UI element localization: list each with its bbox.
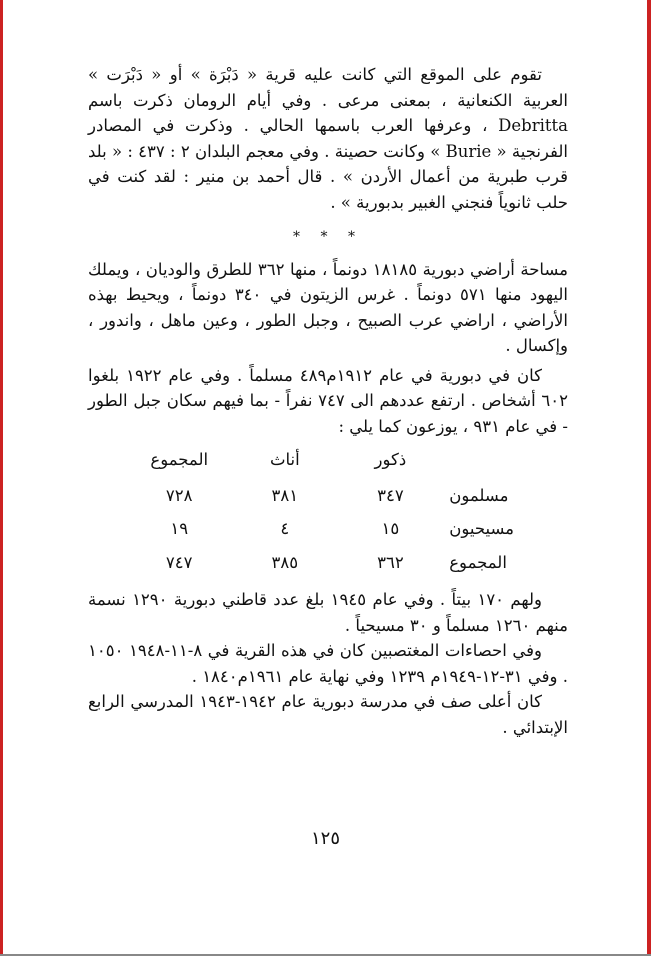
census-intro-paragraph: كان في دبورية في عام ١٩١٢م٤٨٩ مسلماً . وفي عام ١٩٢٢ بلغوا ٦٠٢ أشخاص . ارتفع عددهم الى ٧٤٧ نفراً - بما فيهم سكان جبل الطور - في عام ٩٣١ ، يوزعون كما يلي : [88, 365, 568, 436]
header-blank [443, 443, 568, 479]
table-row [88, 546, 568, 580]
row-label: المجموع [449, 552, 507, 572]
table-header-row [88, 443, 568, 479]
row-label: مسلمون [449, 485, 509, 505]
cell-total: ٧٢٨ [165, 485, 193, 505]
header-females: أناث [269, 450, 300, 469]
cell-females: ٣٨٥ [271, 552, 299, 572]
table-row [88, 512, 568, 546]
header-males: ذكور [374, 450, 407, 469]
cell-total: ١٩ [170, 519, 189, 538]
page-number: ١٢٥ [310, 828, 340, 849]
document-page [88, 62, 568, 740]
intro-section [88, 62, 568, 215]
cell-total: ٧٤٧ [165, 552, 193, 572]
land-section [88, 257, 568, 359]
land-area-paragraph: مساحة أراضي دبورية ١٨١٨٥ دونماً ، منها ٣٦٢ للطرق والوديان ، ويملك اليهود منها ٥٧١ دونماً . غرس الزيتون في ٣٤٠ دونماً ، ويحيط بهذه الأراضي ، اراضي عرب الصبيح ، وجبل الطور ، وعين ماهل ، واندور ، وإكسال . [88, 259, 568, 355]
statistics-section [88, 587, 568, 740]
row-label: مسيحيون [449, 519, 515, 538]
cell-females: ٤ [280, 519, 290, 538]
school-paragraph: كان أعلى صف في مدرسة دبورية عام ١٩٤٢-١٩٤٣ المدرسي الرابع الإبتدائي . [88, 692, 568, 737]
cell-males: ٣٤٧ [377, 485, 404, 505]
section-separator: * * * [293, 229, 363, 245]
population-table [88, 443, 568, 579]
intro-paragraph: تقوم على الموقع التي كانت عليه قرية « دَبْرَة » أو « دَبْرَت » العربية الكنعانية ، بمعنى مرعى . وفي أيام الرومان ذكرت باسم Debritta ، وعرفها العرب باسمها الحالي . وذكرت في المصادر الفرنجية « Burie » وكانت حصينة . وفي معجم البلدان ٢ : ٤٣٧ : « بلد قرب طبرية من أعمال الأردن » . قال أحمد بن منير : لقد كنت في حلب ثانوياً فنجني الغبير بدبورية » . [88, 65, 568, 212]
census-section [88, 363, 568, 440]
table-row [88, 479, 568, 513]
cell-females: ٣٨١ [271, 485, 299, 505]
households-paragraph: ولهم ١٧٠ بيتاً . وفي عام ١٩٤٥ بلغ عدد قاطني دبورية ١٢٩٠ نسمة منهم ١٢٦٠ مسلماً و ٣٠ مسيحياً . [88, 590, 568, 635]
header-total: المجموع [150, 450, 209, 469]
occupation-stats-paragraph: وفي احصاءات المغتصبين كان في هذه القرية في ٨-١١-١٩٤٨ ١٠٥٠ . وفي ٣١-١٢-١٩٤٩م ١٢٣٩ وفي نهاية عام ١٩٦١م١٨٤٠ . [88, 641, 568, 686]
cell-males: ١٥ [381, 519, 400, 538]
window-border-right [647, 0, 651, 956]
window-border-left [0, 0, 3, 956]
cell-males: ٣٦٢ [377, 552, 404, 572]
